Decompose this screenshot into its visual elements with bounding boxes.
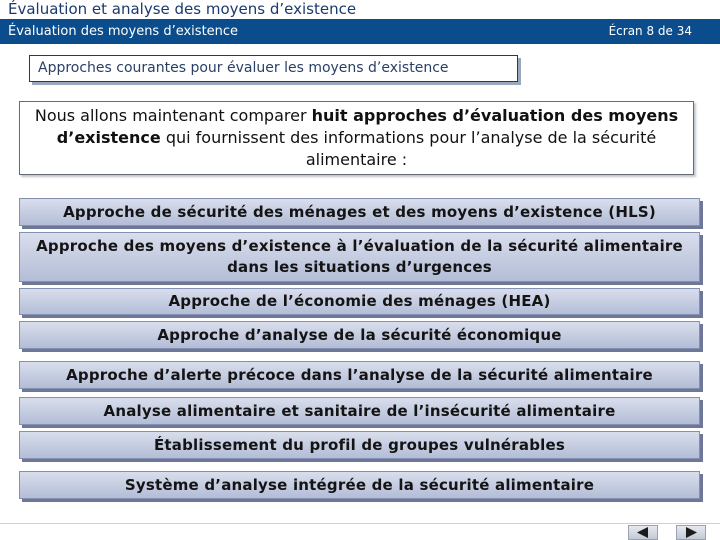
approach-item-food-health[interactable]: Analyse alimentaire et sanitaire de l’insécurité alimentaire xyxy=(19,397,700,425)
section-subtitle: Approches courantes pour évaluer les moyens d’existence xyxy=(29,55,518,82)
screen-counter: Écran 8 de 34 xyxy=(608,24,692,38)
intro-text-before: Nous allons maintenant comparer xyxy=(34,106,312,125)
triangle-right-icon xyxy=(684,527,698,538)
approach-item-economic-security[interactable]: Approche d’analyse de la sécurité économique xyxy=(19,321,700,349)
intro-text-after: qui fournissent des informations pour l’analyse de la sécurité alimentaire : xyxy=(160,128,657,169)
intro-text-box xyxy=(19,101,694,175)
approach-item-hls[interactable]: Approche de sécurité des ménages et des moyens d’existence (HLS) xyxy=(19,198,700,226)
footer-divider xyxy=(0,523,720,524)
previous-button[interactable] xyxy=(628,525,658,540)
approach-item-hea[interactable]: Approche de l’économie des ménages (HEA) xyxy=(19,288,700,315)
approach-item-early-warning[interactable]: Approche d’alerte précoce dans l’analyse de la sécurité alimentaire xyxy=(19,361,700,389)
course-title: Évaluation et analyse des moyens d’existence xyxy=(0,0,720,19)
intro-text-bold: huit approches d’évaluation des moyens d’existence xyxy=(56,106,679,147)
module-title: Évaluation des moyens d’existence xyxy=(8,24,239,39)
approach-item-emergency[interactable]: Approche des moyens d’existence à l’évaluation de la sécurité alimentaire dans les situations d’urgences xyxy=(19,232,700,282)
approach-item-vulnerable-groups[interactable]: Établissement du profil de groupes vulnérables xyxy=(19,431,700,459)
triangle-left-icon xyxy=(636,527,650,538)
header-bar xyxy=(0,19,720,44)
next-button[interactable] xyxy=(676,525,706,540)
approach-item-integrated-system[interactable]: Système d’analyse intégrée de la sécurité alimentaire xyxy=(19,471,700,499)
